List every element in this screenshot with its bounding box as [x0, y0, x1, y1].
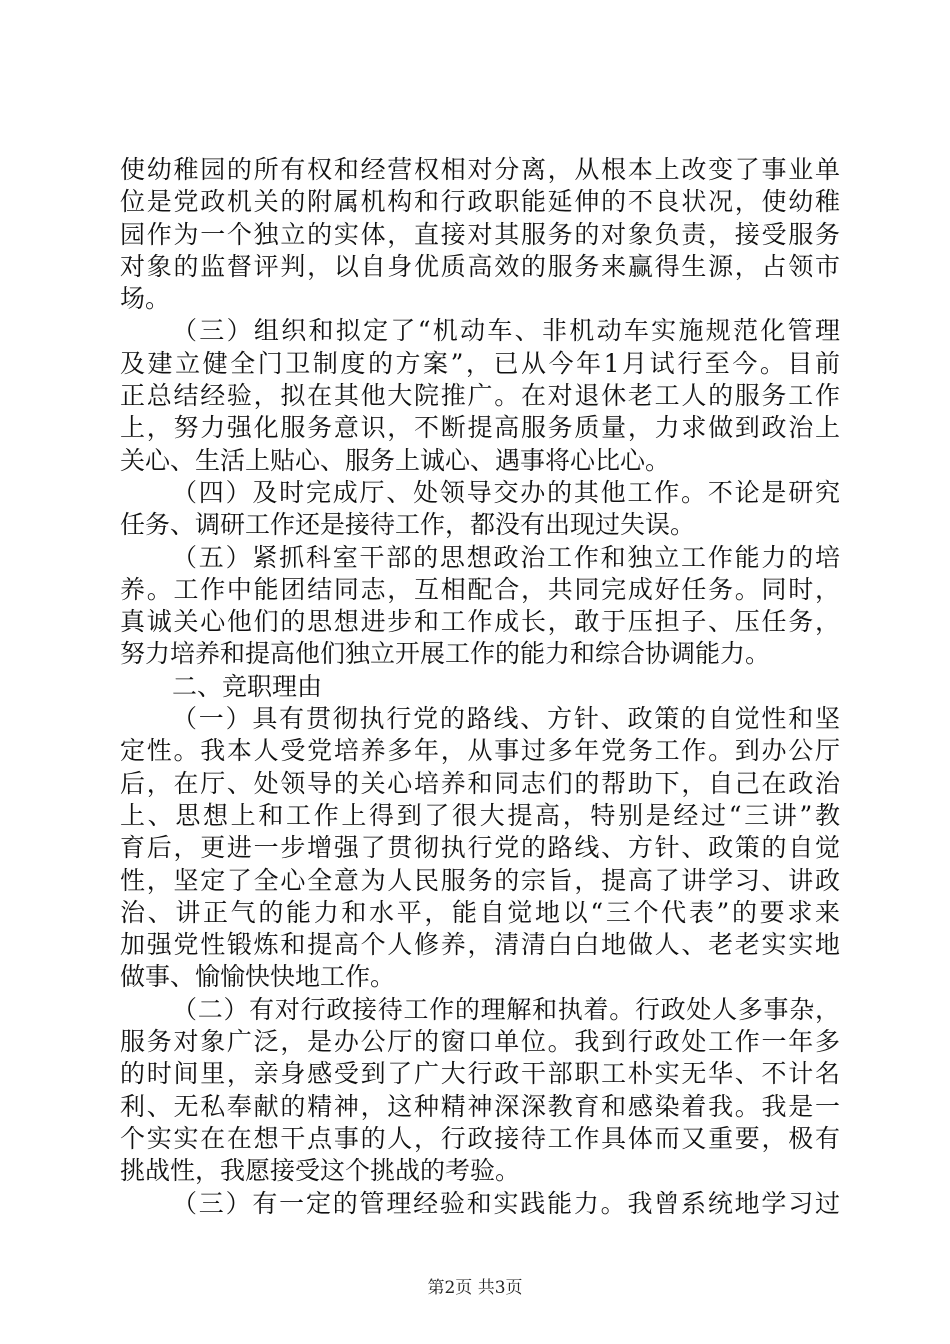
text-line: 使幼稚园的所有权和经营权相对分离，从根本上改变了事业单 [120, 155, 840, 184]
text-line: 育后，更进一步增强了贯彻执行党的路线、方针、政策的自觉 [120, 833, 840, 863]
text-line: 个实实在在想干点事的人，行政接待工作具体而又重要，极有 [120, 1123, 840, 1153]
text-line: 位是党政机关的附属机构和行政职能延伸的不良状况，使幼稚 [120, 187, 840, 217]
text-line: 对象的监督评判，以自身优质高效的服务来赢得生源，占领市 [120, 251, 840, 281]
text-line: 上，努力强化服务意识，不断提高服务质量，力求做到政治上 [120, 413, 840, 443]
text-line: 场。 [120, 284, 171, 314]
text-line: 努力培养和提高他们独立开展工作的能力和综合协调能力。 [120, 639, 771, 669]
text-line: 服务对象广泛，是办公厅的窗口单位。我到行政处工作一年多 [120, 1027, 840, 1057]
text-line: 正总结经验，拟在其他大院推广。在对退休老工人的服务工作 [120, 381, 840, 411]
text-line: 利、无私奉献的精神，这种精神深深教育和感染着我。我是一 [120, 1091, 840, 1121]
text-line: 治、讲正气的能力和水平，能自觉地以“三个代表”的要求来 [120, 897, 840, 927]
text-line: 养。工作中能团结同志，互相配合，共同完成好任务。同时， [120, 574, 840, 604]
document-body [120, 154, 840, 1220]
page-footer: 第2页 共3页 [427, 1278, 523, 1298]
text-line: 做事、愉愉快快地工作。 [120, 962, 396, 992]
text-line: 关心、生活上贴心、服务上诚心、遇事将心比心。 [120, 445, 671, 475]
text-line: 后，在厅、处领导的关心培养和同志们的帮助下，自己在政治 [120, 768, 840, 798]
text-line: 及建立健全门卫制度的方案”，已从今年1月试行至今。目前 [120, 348, 840, 378]
text-line: 真诚关心他们的思想进步和工作成长，敢于压担子、压任务， [120, 607, 840, 637]
text-line: （一）具有贯彻执行党的路线、方针、政策的自觉性和坚 [172, 704, 840, 734]
text-line: 性，坚定了全心全意为人民服务的宗旨，提高了讲学习、讲政 [120, 865, 840, 895]
text-line: （五）紧抓科室干部的思想政治工作和独立工作能力的培 [172, 542, 840, 572]
text-line: 的时间里，亲身感受到了广大行政干部职工朴实无华、不计名 [120, 1059, 840, 1089]
text-line: 上、思想上和工作上得到了很大提高，特别是经过“三讲”教 [120, 800, 840, 830]
text-line: 加强党性锻炼和提高个人修养，清清白白地做人、老老实实地 [120, 930, 840, 960]
text-line: 定性。我本人受党培养多年，从事过多年党务工作。到办公厅 [120, 736, 840, 766]
text-line: 园作为一个独立的实体，直接对其服务的对象负责，接受服务 [120, 219, 840, 249]
text-line: 任务、调研工作还是接待工作，都没有出现过失误。 [120, 510, 696, 540]
text-line: 二、竞职理由 [172, 671, 323, 701]
text-line: （四）及时完成厅、处领导交办的其他工作。不论是研究 [172, 477, 840, 507]
text-line: （二）有对行政接待工作的理解和执着。行政处人多事杂， [172, 994, 840, 1024]
text-line: 挑战性，我愿接受这个挑战的考验。 [120, 1156, 521, 1186]
text-line: （三）组织和拟定了“机动车、非机动车实施规范化管理 [172, 316, 840, 346]
text-line: （三）有一定的管理经验和实践能力。我曾系统地学习过 [172, 1188, 840, 1218]
